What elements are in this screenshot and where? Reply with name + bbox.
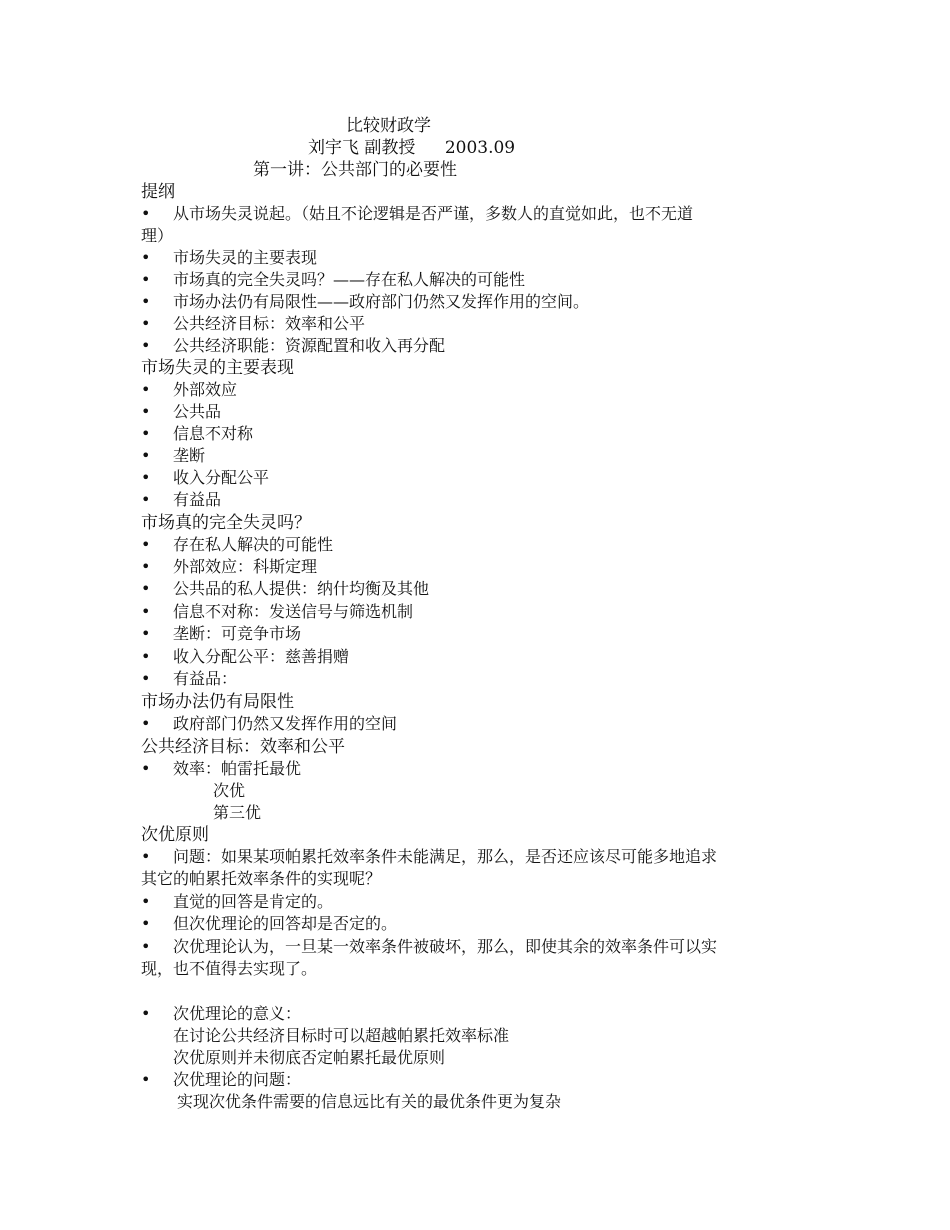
bullet-mark: •: [141, 248, 151, 267]
bullet-mark: •: [141, 314, 151, 333]
bullet-mark: •: [141, 204, 151, 223]
outline-item: 从市场失灵说起。（姑且不论逻辑是否严谨，多数人的直觉如此，也不无道: [173, 204, 694, 223]
list-item: 效率：帕雷托最优: [173, 759, 302, 778]
sub-item: 在讨论公共经济目标时可以超越帕累托效率标准: [173, 1026, 510, 1045]
bullet-mark: •: [141, 1004, 151, 1023]
list-item: 存在私人解决的可能性: [173, 535, 334, 554]
sub-item: 第三优: [213, 803, 262, 822]
list-item: 外部效应：科斯定理: [173, 557, 318, 576]
list-item: 问题：如果某项帕累托效率条件未能满足，那么，是否还应该尽可能多地追求: [173, 847, 718, 866]
author-line: [308, 137, 515, 159]
outline-item: 市场真的完全失灵吗？——存在私人解决的可能性: [173, 270, 526, 289]
author-rank: 副教授: [364, 138, 416, 158]
list-item: 公共品的私人提供：纳什均衡及其他: [173, 579, 430, 598]
bullet-mark: •: [141, 446, 151, 465]
list-item: 收入分配公平: [173, 468, 270, 487]
bullet-mark: •: [141, 336, 151, 355]
bullet-mark: •: [141, 579, 151, 598]
list-item: 政府部门仍然又发挥作用的空间: [173, 714, 398, 733]
section-heading-goals: 公共经济目标：效率和公平: [141, 737, 345, 757]
list-item-continued: 其它的帕累托效率条件的实现呢？: [141, 869, 382, 888]
bullet-mark: •: [141, 402, 151, 421]
outline-item: 市场办法仍有局限性——政府部门仍然又发挥作用的空间。: [173, 292, 590, 311]
list-item-continued: 现，也不值得去实现了。: [141, 959, 318, 978]
section-heading-limits: 市场办法仍有局限性: [141, 692, 294, 712]
outline-item-continued: 理）: [141, 226, 174, 245]
outline-item: 公共经济目标：效率和公平: [173, 314, 366, 333]
list-item: 直觉的回答是肯定的。: [173, 892, 334, 911]
list-item: 外部效应: [173, 380, 238, 399]
document-date: 2003.09: [444, 138, 516, 158]
section-heading-second-best: 次优原则: [141, 825, 209, 845]
bullet-mark: •: [141, 424, 151, 443]
list-item: 有益品: [173, 490, 222, 509]
document-title: 比较财政学: [346, 116, 431, 136]
bullet-mark: •: [141, 714, 151, 733]
bullet-mark: •: [141, 490, 151, 509]
bullet-mark: •: [141, 892, 151, 911]
bullet-mark: •: [141, 292, 151, 311]
list-item: 次优理论认为，一旦某一效率条件被破坏，那么，即使其余的效率条件可以实: [173, 937, 718, 956]
bullet-mark: •: [141, 270, 151, 289]
list-item: 收入分配公平：慈善捐赠: [173, 647, 350, 666]
outline-item: 公共经济职能：资源配置和收入再分配: [173, 336, 446, 355]
list-item: 信息不对称：发送信号与筛选机制: [173, 602, 414, 621]
sub-item: 次优: [213, 781, 246, 800]
bullet-mark: •: [141, 468, 151, 487]
bullet-mark: •: [141, 1070, 151, 1089]
section-heading-private-solutions: 市场真的完全失灵吗？: [141, 513, 311, 533]
sub-item: 实现次优条件需要的信息远比有关的最优条件更为复杂: [177, 1092, 562, 1111]
bullet-mark: •: [141, 914, 151, 933]
outline-heading: 提纲: [141, 182, 175, 202]
bullet-mark: •: [141, 380, 151, 399]
bullet-mark: •: [141, 669, 151, 688]
list-item: 垄断: [173, 446, 206, 465]
list-item: 垄断：可竞争市场: [173, 624, 302, 643]
list-item: 但次优理论的回答却是否定的。: [173, 914, 398, 933]
bullet-mark: •: [141, 602, 151, 621]
bullet-mark: •: [141, 535, 151, 554]
bullet-mark: •: [141, 847, 151, 866]
list-item: 信息不对称: [173, 424, 254, 443]
bullet-mark: •: [141, 647, 151, 666]
lecture-title: 第一讲：公共部门的必要性: [253, 160, 457, 180]
sub-item: 次优原则并未彻底否定帕累托最优原则: [173, 1048, 446, 1067]
bullet-mark: •: [141, 759, 151, 778]
bullet-mark: •: [141, 557, 151, 576]
outline-item: 市场失灵的主要表现: [173, 248, 318, 267]
author-name: 刘宇飞: [308, 138, 359, 158]
list-item: 次优理论的问题：: [173, 1070, 302, 1089]
bullet-mark: •: [141, 624, 151, 643]
bullet-mark: •: [141, 937, 151, 956]
list-item: 公共品: [173, 402, 222, 421]
list-item: 次优理论的意义：: [173, 1004, 302, 1023]
list-item: 有益品：: [173, 669, 238, 688]
section-heading-market-failure: 市场失灵的主要表现: [141, 358, 294, 378]
